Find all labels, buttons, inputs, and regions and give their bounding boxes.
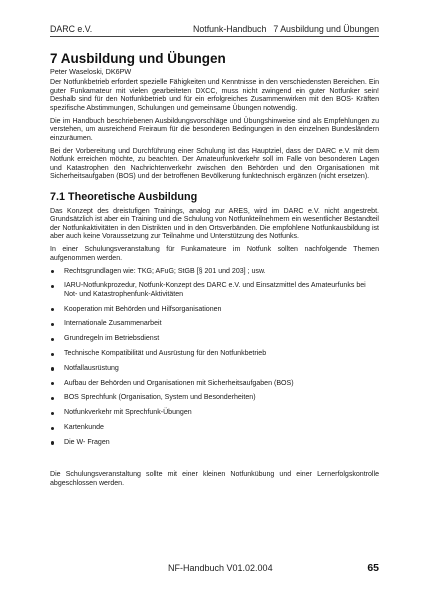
list-item-text: BOS Sprechfunk (Organisation, System und Besonderheiten): [64, 394, 256, 402]
list-item-text: Grundregeln im Betriebsdienst: [64, 335, 160, 343]
list-item-text: IARU-Notfunkprozedur, Notfunk-Konzept des DARC e.V. und Einsatzmittel des Amateurfunks bei Not- und Katastrophenfunk-Aktivitäten: [64, 282, 366, 298]
topic-list: [50, 268, 379, 448]
page-number: 65: [367, 562, 379, 574]
list-item: [50, 380, 379, 389]
list-item: [50, 335, 379, 344]
bullet-icon: [51, 270, 54, 273]
header-document-title: Notfunk-Handbuch: [193, 24, 267, 34]
list-item-text: Technische Kompatibilität und Ausrüstung für den Notfunkbetrieb: [64, 349, 267, 357]
section-paragraph: Das Konzept des dreistufigen Trainings, analog zur ARES, wird im DARC e.V. nicht angestrebt. Grundsätzlich ist aber ein Training und die Schulung von Notfunkteilnehmern ein wesentlicher Bestandteil der Notfunkaktivitäten in den Distrikten und in den Ortsverbänden. Die empfohlene Notfunkausbildung ist aber auch keine Voraussetzung zur Teilnahme und Unterstützung des Notfunks.: [50, 207, 379, 240]
bullet-icon: [51, 367, 54, 370]
list-item: [50, 350, 379, 359]
page-footer: [50, 563, 379, 577]
page-content: [50, 47, 379, 493]
bullet-icon: [51, 412, 54, 415]
bullet-icon: [51, 397, 54, 400]
author-line: Peter Waseloski, DK6PW: [50, 67, 132, 76]
footer-version: NF-Handbuch V01.02.004: [168, 563, 273, 573]
list-item: [50, 424, 379, 433]
list-item-text: Kartenkunde: [64, 423, 104, 431]
list-item-text: Notfallausrüstung: [64, 364, 119, 372]
chapter-paragraph: Die im Handbuch beschriebenen Ausbildungsvorschläge und Übungshinweise sind als Empfehlungen zu verstehen, um ausreichend Freiraum für die besonderen Bedingungen in den einzelnen Bundesländern einzuräumen.: [50, 117, 379, 142]
list-item-text: Die W- Fragen: [64, 438, 110, 446]
bullet-icon: [51, 353, 54, 356]
bullet-icon: [51, 427, 54, 430]
bullet-icon: [51, 441, 54, 444]
header-chapter-title: 7 Ausbildung und Übungen: [273, 24, 379, 34]
list-item: [50, 282, 379, 299]
list-item: [50, 409, 379, 418]
list-item-text: Aufbau der Behörden und Organisationen mit Sicherheitsaufgaben (BOS): [64, 379, 294, 387]
list-item-text: Rechtsgrundlagen wie: TKG; AFuG; StGB [§ 201 und 203] ; usw.: [64, 267, 266, 275]
bullet-icon: [51, 338, 54, 341]
list-item-text: Notfunkverkehr mit Sprechfunk-Übungen: [64, 409, 192, 417]
list-item: [50, 320, 379, 329]
bullet-icon: [51, 382, 54, 385]
list-item: [50, 268, 379, 277]
list-item-text: Kooperation mit Behörden und Hilfsorganisationen: [64, 305, 222, 313]
header-organization: DARC e.V.: [50, 24, 93, 34]
closing-paragraph: Die Schulungsveranstaltung sollte mit einer kleinen Notfunkübung und einer Lernerfolgskontrolle abgeschlossen werden.: [50, 471, 379, 487]
chapter-paragraph: Der Notfunkbetrieb erfordert spezielle Fähigkeiten und Kenntnisse in den verschiedensten Bereichen. Ein guter Funkamateur mit vielen gearbeiteten DXCC, muss nicht zwingend ein guter Notfunker sein! Deshalb sind für den Notfunkbetrieb und für ein erfolgreiches Zusammenwirken mit den BOS- Kräften spezifische Abstimmungen, Schulungen und gemeinsame Übungen notwendig.: [50, 79, 379, 112]
list-item: [50, 365, 379, 374]
header-divider: [50, 36, 379, 37]
list-item-text: Internationale Zusammenarbeit: [64, 320, 162, 328]
list-item: [50, 439, 379, 448]
list-item: [50, 394, 379, 403]
chapter-heading: 7 Ausbildung und Übungen: [50, 51, 226, 66]
section-heading: 7.1 Theoretische Ausbildung: [50, 190, 198, 203]
list-item: [50, 306, 379, 315]
bullet-icon: [51, 323, 54, 326]
bullet-icon: [51, 308, 54, 311]
bullet-icon: [51, 285, 54, 288]
section-paragraph: In einer Schulungsveranstaltung für Funkamateure im Notfunk sollten nachfolgende Themen aufgenommen werden.: [50, 246, 379, 262]
chapter-paragraph: Bei der Vorbereitung und Durchführung einer Schulung ist das Hauptziel, dass der DARC e.V. mit dem Notfunk erreichen möchte, zu beachten. Der Amateurfunkverkehr soll im Falle von besonderen Lagen und Katastrophen den Nachrichtenverkehr zwischen den Behörden und den Organisationen mit Sicherheitsaufgaben (BOS) und der betroffenen Bevölkerung funktechnisch ergänzen (nicht ersetzen).: [50, 147, 379, 180]
